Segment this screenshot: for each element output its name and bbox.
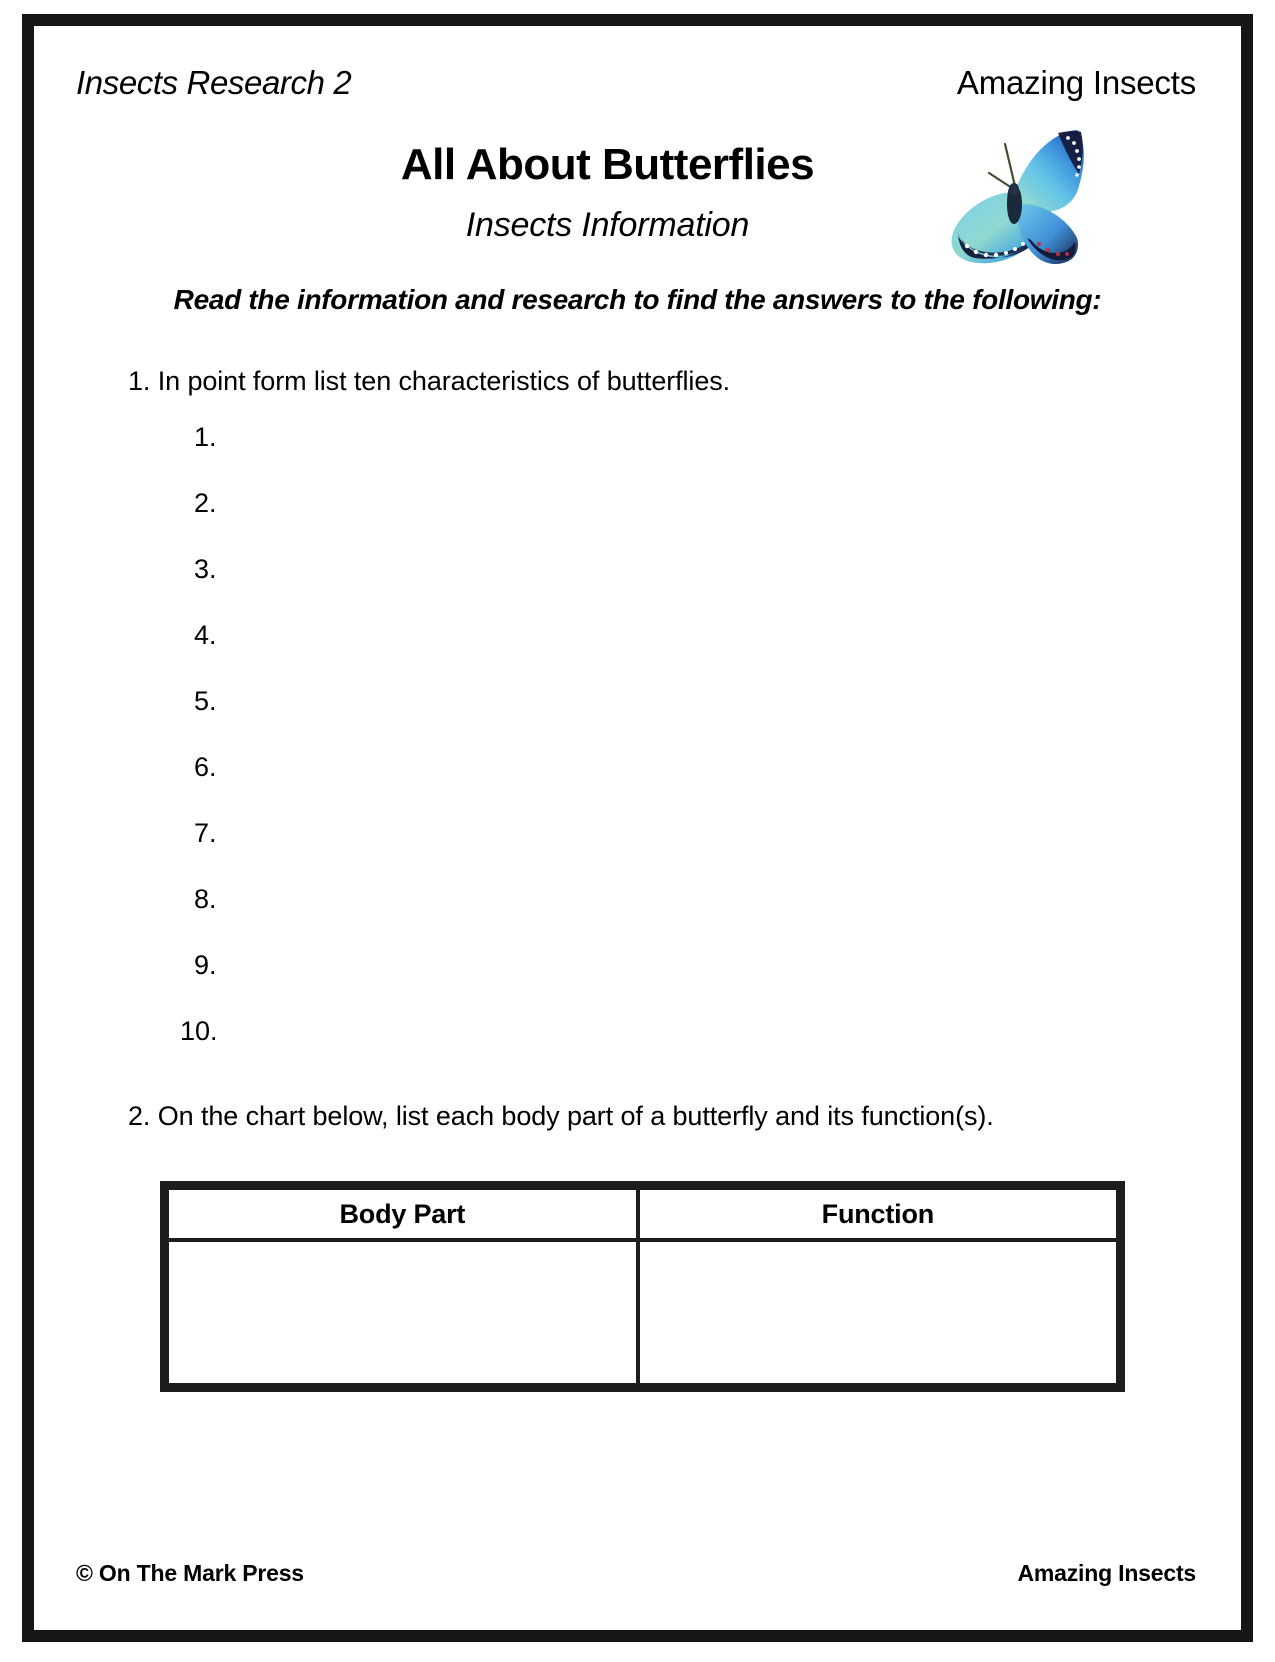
answer-slot-list xyxy=(180,422,1094,1084)
answer-slot[interactable] xyxy=(194,490,1094,556)
page-subtitle: Insects Information xyxy=(465,206,750,245)
answer-slot[interactable] xyxy=(194,952,1094,1018)
answer-number: 5. xyxy=(194,686,217,716)
column-header-body-part: Body Part xyxy=(167,1188,638,1240)
answer-number: 8. xyxy=(194,884,217,914)
answer-slot[interactable] xyxy=(194,820,1094,886)
answer-number: 4. xyxy=(194,620,217,650)
footer-copyright: © On The Mark Press xyxy=(76,1560,304,1586)
answer-number: 2. xyxy=(194,488,217,518)
footer-series-label: Amazing Insects xyxy=(1017,1560,1196,1586)
answer-number: 7. xyxy=(194,818,217,848)
answer-slot[interactable] xyxy=(194,622,1094,688)
instruction-line: Read the information and research to find the answers to the following: xyxy=(173,284,1102,315)
answer-number: 9. xyxy=(194,950,217,980)
butterfly-icon xyxy=(927,126,1087,276)
page-footer xyxy=(76,1560,1196,1590)
answer-number: 1. xyxy=(194,422,217,452)
header-right-label: Amazing Insects xyxy=(956,64,1196,101)
answer-slot[interactable] xyxy=(194,688,1094,754)
chart-table xyxy=(165,1186,1120,1387)
cell-body-part[interactable] xyxy=(167,1240,638,1385)
page-border-frame xyxy=(22,14,1253,1642)
page-title: All About Butterflies xyxy=(400,140,815,189)
column-header-function: Function xyxy=(638,1188,1118,1240)
answer-slot[interactable] xyxy=(180,1016,1094,1084)
answer-number: 10. xyxy=(180,1016,218,1046)
answer-number: 3. xyxy=(194,554,217,584)
question-1-text: 1. In point form list ten characteristics of butterflies. xyxy=(128,366,731,396)
page-content-area xyxy=(34,26,1241,1630)
page-header xyxy=(76,64,1196,112)
table-header-row xyxy=(167,1188,1118,1240)
answer-slot[interactable] xyxy=(194,886,1094,952)
question-2-text: 2. On the chart below, list each body part of a butterfly and its function(s). xyxy=(128,1101,994,1131)
header-left-label: Insects Research 2 xyxy=(76,64,352,101)
answer-number: 6. xyxy=(194,752,217,782)
answer-slot[interactable] xyxy=(194,556,1094,622)
answer-slot[interactable] xyxy=(194,424,1094,490)
body-part-function-chart xyxy=(160,1181,1125,1392)
antenna-group xyxy=(989,144,1015,188)
cell-function[interactable] xyxy=(638,1240,1118,1385)
answer-slot[interactable] xyxy=(194,754,1094,820)
table-row xyxy=(167,1240,1118,1385)
